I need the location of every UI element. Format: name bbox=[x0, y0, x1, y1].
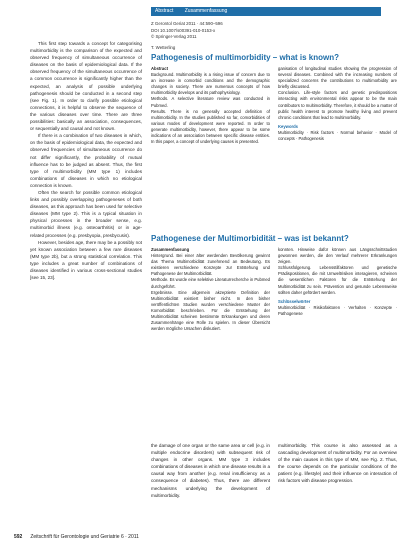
de-heading: Zusammenfassung bbox=[151, 247, 190, 252]
author: T. Wetterling bbox=[151, 44, 176, 50]
abstract-label: Abstract bbox=[155, 8, 174, 14]
left-text-column bbox=[30, 40, 142, 281]
de-results-cont: konnten. Hinweise dafür können aus Längsschnittstudien gewonnen werden, die den Verlauf mehrerer Erkrankungen zeigen. bbox=[278, 247, 397, 265]
bottom-col-1: the damage of one organ or the same area or cell (e.g. in multiple endocrine disorders) with subsequent risk of changes in other organs. MM type 3 includes combinations of diseases in which one disease results in a causal way from another (e.g. renal insufficiency as a consequence of diabetes). Thus, there are different mechanisms underlying the development of multimorbidity. bbox=[151, 443, 270, 498]
english-abstract bbox=[151, 52, 397, 145]
english-col-1 bbox=[151, 66, 270, 145]
journal-name: Zeitschrift für Gerontologie und Geriatrie 6 · 2011 bbox=[30, 534, 139, 540]
body-text-bottom bbox=[151, 442, 397, 499]
german-abstract bbox=[151, 233, 397, 332]
copyright: © Springer-Verlag 2011 bbox=[151, 34, 197, 40]
german-col-1 bbox=[151, 247, 270, 332]
page-footer bbox=[14, 534, 139, 541]
left-paragraph-3: Often the search for possible common etiological links and possibly overlapping pathogeneses of both diseases, as this approach has been used for selective diseases (MM type 2). This is a typical situation in physical processes in the broader sense, e.g. multimorbid illness (e.g. osteoarthritis) or in age-related processes (e.g. presbyopia, presbycusis). bbox=[30, 189, 142, 238]
de-methods: Methode. Es wurde eine selektive Literaturrecherche in Pubmed durchgeführt. bbox=[151, 277, 270, 289]
german-title: Pathogenese der Multimorbidität – was ist bekannt? bbox=[151, 234, 349, 243]
en-keywords-heading: Keywords bbox=[278, 123, 299, 129]
english-title: Pathogenesis of multimorbidity – what is known? bbox=[151, 53, 340, 62]
en-background: Background. Multimorbidity is a rising issue of concern due to an increase in comorbid conditions and the demographic changes in society. There are numerous concepts of how multimorbidity develops and its pathophysiology. bbox=[151, 72, 270, 96]
en-keywords: Multimorbidity · Risk factors · Normal behavior · Model of concepts · Pathogenesis bbox=[278, 129, 397, 142]
zusammenfassung-label: Zusammenfassung bbox=[184, 8, 228, 14]
bottom-col-2: multimorbidity. This course is also assessed as a cascading development of multimorbidity. For an overview of the main causes in this type of MM, see Fig. 2. Thus, the course depends on the particular conditions of the patient (e.g. lifestyle) and their influence on interaction of risk factors with disease progression. bbox=[278, 443, 397, 484]
en-abstract-heading: Abstract bbox=[151, 66, 168, 71]
en-conclusion: Conclusion. Life-style factors and genetic predispositions interacting with environmental risks appear to be the main contributors to multimorbidity. Therefore, it should be a matter of public health interest to promote healthy living and prevent chronic conditions that lead to multimorbidity. bbox=[278, 90, 397, 120]
en-results: Results. There is no generally accepted definition of multimorbidity. In the studies published so far, comorbidities of various modes of development were reported. In order to generate multimorbidity, however, there appear to be some indications of an association between specific disease entities. In this paper, a concept of underlying causes is presented. bbox=[151, 108, 270, 145]
de-results: Ergebnisse. Eine allgemein akzeptierte Definition der Multimorbidität existiert bisher nicht. In den bisher veröffentlichten Studien wurden verschiedene Muster der Komorbidität beschrieben. Für die Entstehung der Multimorbidität scheinen bestimmte Erkrankungen und deren Zusammenhänge eine Rolle zu spielen. In dieser Übersicht werden mögliche Ursachen diskutiert. bbox=[151, 289, 270, 332]
doi: DOI 10.1007/s00391-010-0153-x bbox=[151, 27, 216, 33]
page-number: 592 bbox=[14, 534, 23, 540]
de-background: Hintergrund. Bei einer älter werdenden Bevölkerung gewinnt das Thema Multimorbidität zunehmend an Bedeutung. Es existieren verschiedene Konzepte zur Entstehung und Pathogenese der Multimorbidität. bbox=[151, 253, 270, 277]
en-methods: Methods. A selective literature review was conducted in Pubmed. bbox=[151, 96, 270, 108]
left-paragraph-2: If there is a combination of two diseases in which, on the basis of epidemiological data, the expected and observed frequencies of simultaneous occurrence do not differ significantly, the probability of mutual influence has to be judged as absent. Thus, the first type of multimorbidity (MM type 1) includes combinations of diseases in which no etiological connection is known. bbox=[30, 133, 142, 188]
citation: Z Gerontol Geriat 2011 · 44:590–596 bbox=[151, 21, 223, 26]
left-paragraph-1: This first step towards a concept for categorising multimorbidity is the comparison of the expected and observed frequency of simultaneous occurrence of diseases on the basis of epidemiological data. If the observed frequency of the simultaneous occurrence of a common occurrence is significantly higher than the expected, an analysis of possible underlying pathogenesis should be conducted in a second step (see Fig. 1). In order to clarify possible etiological connections, it is helpful to observe the sequence of the various diseases over time. There are three possibilities: basically an association, consequences, or sequentially and causal and not known. bbox=[30, 41, 142, 132]
german-col-2 bbox=[278, 247, 397, 332]
en-results-cont: ganisation of longitudinal studies showing the progression of several diseases. Combined with the increasing numbers of specialized concerns the contributions to multimorbidity are briefly discussed. bbox=[278, 66, 397, 90]
de-keywords-heading: Schlüsselwörter bbox=[278, 298, 311, 304]
de-keywords: Multimorbidität · Risikofaktoren · Verhalten · Konzepte · Pathogenese bbox=[278, 304, 397, 316]
english-col-2 bbox=[278, 66, 397, 145]
left-paragraph-4: However, besides age, there may be a possibly not yet known association between a few rare diseases (MM type 2b), but a strong statistical correlation. This type includes a great number of combinations of diseases identified in various cross-sectional studies [see 15, 23]. bbox=[30, 239, 142, 281]
de-conclusion: Schlussfolgerung. Lebensstilfaktoren und genetische Prädispositionen, die mit Umweltrisiken interagieren, scheinen die wesentlichen Faktoren für die Entstehung der Multimorbidität zu sein. Prävention und gesunde Lebensweise sollten daher gefördert werden. bbox=[278, 265, 397, 295]
article-meta bbox=[151, 21, 381, 51]
abstract-header-bar bbox=[151, 7, 381, 16]
